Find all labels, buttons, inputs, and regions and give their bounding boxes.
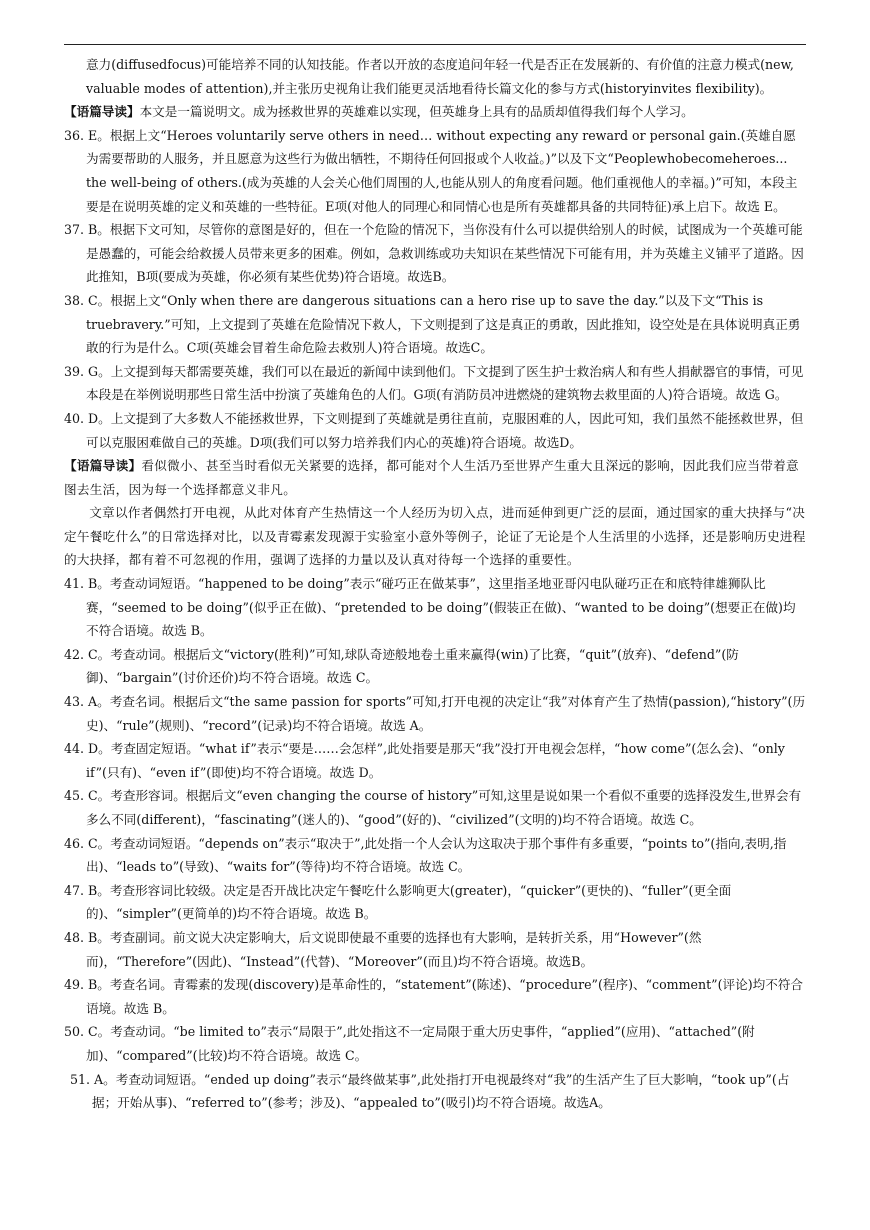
guide-1 [64, 100, 808, 124]
guide-2 [64, 454, 808, 501]
guide-2-paragraph: 文章以作者偶然打开电视，从此对体育产生热情这一个人经历为切入点，进而延伸到更广泛的层面，通过国家的重大抉择与“决定午餐吃什么”的日常选择对比，以及青霉素发现源于实验室小意外等例子，论证了无论是个人生活里的小选择，还是影响历史进程的大抉择，都有着不可忽视的作用，强调了选择的力量以及认真对待每一个选择的重要性。 [64, 505, 806, 568]
answer-item [64, 879, 808, 926]
answers-36-40 [64, 124, 808, 454]
answer-text: B。根据下文可知，尽管你的意图是好的，但在一个危险的情况下，当你没有什么可以提供给别人的时候，试图成为一个英雄可能是愚蠢的，可能会给救援人员带来更多的困难。例如，急救训练或功夫知识在某些情况下可能有用，并为英雄主义铺平了道路。因此推知，B项(要成为英雄，你必须有某些优势)符合语境。故选B。 [86, 222, 804, 285]
answer-number: 45. [64, 788, 85, 804]
answer-text: E。根据上文“Heroes voluntarily serve others in need… without expecting any reward or personal gain.(英雄自愿为需要帮助的人服务，并且愿意为这些行为做出牺牲，不期待任何回报或个人收益。)”以及下文“Peoplewhobecomeheroes... the well-being of others.(成为英雄的人会关心他们周围的人,也能从别人的角度看问题。他们重视他人的幸福。)”可知，本段主要是在说明英雄的定义和英雄的一些特征。E项(对他人的同理心和同情心也是所有英雄都具备的共同特征)承上启下。故选 E。 [86, 127, 798, 214]
answer-number: 36. [64, 127, 85, 143]
answer-item [70, 1068, 808, 1115]
answer-text: C。考查形容词。根据后文“even changing the course of history”可知,这里是说如果一个看似不重要的选择没发生,世界会有多么不同(different)，“fascinating”(迷人的)、“good”(好的)、“civilized”(文明的)均不符合语境。故选 C。 [86, 788, 802, 827]
answer-number: 41. [64, 576, 85, 592]
answer-text: B。考查副词。前文说大决定影响大，后文说即使最不重要的选择也有大影响，是转折关系，用“However”(然而)，“Therefore”(因此)、“Instead”(代替)、“Moreover”(而且)均不符合语境。故选B。 [86, 929, 702, 969]
answer-number: 44. [64, 741, 85, 757]
intro-paragraph: 意力(diffusedfocus)可能培养不同的认知技能。作者以开放的态度追问年轻一代是否正在发展新的、有价值的注意力模式(new, valuable modes of attention),并主张历史视角让我们能更灵活地看待长篇文化的参与方式(historyinvites flexibility)。 [86, 57, 794, 96]
answer-item [64, 784, 808, 831]
answer-text: A。考查动词短语。“ended up doing”表示“最终做某事”,此处指打开电视最终对“我”的生活产生了巨大影响，“took up”(占据；开始从事)、“referred to”(参考；涉及)、“appealed to”(吸引)均不符合语境。故选A。 [92, 1071, 790, 1111]
answer-item [64, 643, 808, 690]
answer-item [64, 737, 808, 784]
answer-item [64, 572, 808, 643]
answer-item [64, 124, 808, 218]
answer-text: G。上文提到每天都需要英雄，我们可以在最近的新闻中读到他们。下文提到了医生护士救治病人和有些人捐献器官的事情，可见本段是在举例说明那些日常生活中扮演了英雄角色的人们。G项(有消防员冲进燃烧的建筑物去救里面的人)符合语境。故选 G。 [86, 363, 804, 403]
answer-text: C。考查动词。“be limited to”表示“局限于”,此处指这不一定局限于重大历史事件，“applied”(应用)、“attached”(附加)、“compared”(比较)均不符合语境。故选 C。 [86, 1024, 755, 1063]
answer-item [64, 832, 808, 879]
answer-number: 51. [70, 1071, 91, 1087]
answer-item [64, 926, 808, 973]
answer-item [64, 690, 808, 737]
answer-item [64, 360, 808, 407]
answer-number: 47. [64, 882, 85, 898]
answer-text: C。根据上文“Only when there are dangerous situations can a hero rise up to save the day.”以及下文“This is truebravery.”可知，上文提到了英雄在危险情况下救人，下文则提到了这是真正的勇敢，因此推知，设空处是在具体说明真正勇敢的行为是什么。C项(英雄会冒着生命危险去救别人)符合语境。故选C。 [86, 292, 801, 356]
answer-text: B。考查形容词比较级。决定是否开战比决定午餐吃什么影响更大(greater)，“quicker”(更快的)、“fuller”(更全面的)、“simpler”(更简单的)均不符合语境。故选 B。 [86, 882, 732, 922]
guide-1-label: 【语篇导读】 [64, 104, 140, 120]
answer-item [64, 289, 808, 360]
header-rule [64, 44, 806, 45]
answer-text: C。考查动词。根据后文“victory(胜利)”可知,球队奇迹般地卷土重来赢得(win)了比赛，“quit”(放弃)、“defend”(防御)、“bargain”(讨价还价)均不符合语境。故选 C。 [86, 646, 739, 686]
answer-text: B。考查动词短语。“happened to be doing”表示“碰巧正在做某事”，这里指圣地亚哥闪电队碰巧正在和底特律雄狮队比赛，“seemed to be doing”(似乎正在做)、“pretended to be doing”(假装正在做)、“wanted to be doing”(想要正在做)均不符合语境。故选 B。 [86, 576, 796, 639]
answer-item [64, 973, 808, 1020]
answer-number: 42. [64, 646, 85, 662]
answer-number: 48. [64, 929, 85, 945]
answer-number: 40. [64, 410, 85, 426]
answer-number: 37. [64, 222, 85, 238]
answer-number: 50. [64, 1024, 85, 1040]
answer-number: 39. [64, 363, 85, 379]
answer-text: C。考查动词短语。“depends on”表示“取决于”,此处指一个人会认为这取决于那个事件有多重要，“points to”(指向,表明,指出)、“leads to”(导致)、“waits for”(等待)均不符合语境。故选 C。 [86, 835, 787, 875]
answer-text: D。上文提到了大多数人不能拯救世界，下文则提到了英雄就是勇往直前，克服困难的人，因此可知，我们虽然不能拯救世界，但可以克服困难做自己的英雄。D项(我们可以努力培养我们内心的英雄)符合语境。故选D。 [86, 410, 804, 450]
guide-2-label: 【语篇导读】 [64, 458, 142, 474]
answer-text: D。考查固定短语。“what if”表示“要是……会怎样”,此处指要是那天“我”没打开电视会怎样，“how come”(怎么会)、“only if”(只有)、“even if”(即使)均不符合语境。故选 D。 [86, 741, 785, 780]
answer-number: 43. [64, 694, 85, 710]
answer-number: 49. [64, 977, 85, 993]
answer-item [64, 1020, 808, 1067]
answer-item [64, 218, 808, 289]
answer-number: 38. [64, 292, 85, 308]
guide-1-text: 本文是一篇说明文。成为拯救世界的英雄难以实现，但英雄身上具有的品质却值得我们每个人学习。 [139, 104, 694, 120]
answer-item [64, 407, 808, 454]
answer-document [64, 53, 808, 1115]
answer-number: 46. [64, 835, 85, 851]
guide-2-text: 看似微小、甚至当时看似无关紧要的选择，都可能对个人生活乃至世界产生重大且深远的影响，因此我们应当带着意图去生活，因为每一个选择都意义非凡。 [64, 458, 799, 497]
answer-text: B。考查名词。青霉素的发现(discovery)是革命性的，“statement”(陈述)、“procedure”(程序)、“comment”(评论)均不符合语境。故选 B。 [86, 977, 804, 1016]
answers-41-51 [64, 572, 808, 1115]
answer-text: A。考查名词。根据后文“the same passion for sports”可知,打开电视的决定让“我”对体育产生了热情(passion),“history”(历史)、“rule”(规则)、“record”(记录)均不符合语境。故选 A。 [86, 694, 806, 733]
